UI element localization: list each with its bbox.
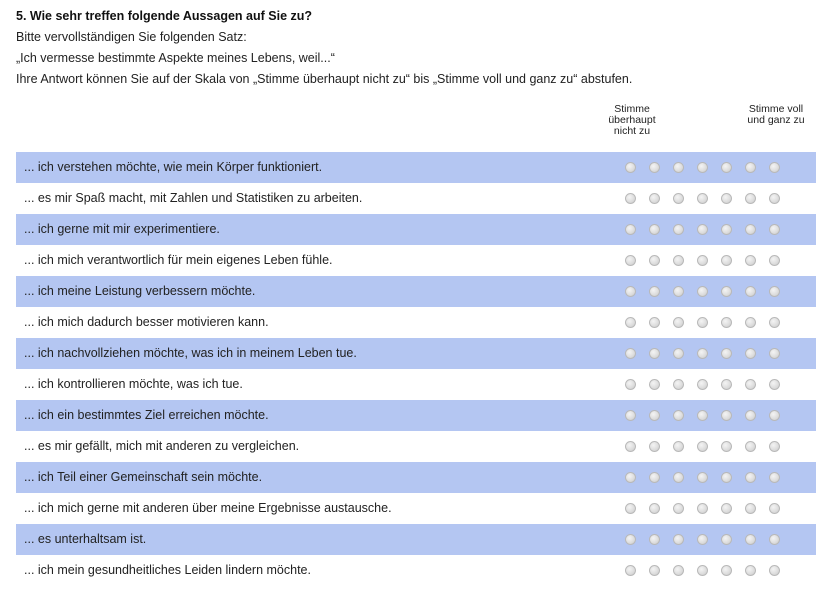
likert-radio-2[interactable] <box>649 410 660 421</box>
likert-radio-6[interactable] <box>745 472 756 483</box>
likert-radio-5[interactable] <box>721 348 732 359</box>
likert-radio-3[interactable] <box>673 441 684 452</box>
likert-radio-7[interactable] <box>769 286 780 297</box>
likert-radio-1[interactable] <box>625 224 636 235</box>
question-header <box>16 6 816 90</box>
likert-radio-3[interactable] <box>673 348 684 359</box>
likert-radio-2[interactable] <box>649 503 660 514</box>
likert-radio-5[interactable] <box>721 472 732 483</box>
likert-radio-6[interactable] <box>745 348 756 359</box>
likert-radio-3[interactable] <box>673 410 684 421</box>
likert-row-label: ... ich mich gerne mit anderen über meine Ergebnisse austausche. <box>24 501 392 515</box>
likert-row-label: ... ich mein gesundheitliches Leiden lindern möchte. <box>24 563 311 577</box>
likert-row <box>16 307 816 338</box>
likert-radio-7[interactable] <box>769 162 780 173</box>
likert-radio-1[interactable] <box>625 348 636 359</box>
likert-radio-3[interactable] <box>673 162 684 173</box>
likert-radio-2[interactable] <box>649 317 660 328</box>
likert-row <box>16 493 816 524</box>
likert-radio-6[interactable] <box>745 410 756 421</box>
likert-radio-7[interactable] <box>769 503 780 514</box>
likert-radio-1[interactable] <box>625 162 636 173</box>
likert-radio-3[interactable] <box>673 565 684 576</box>
likert-radio-1[interactable] <box>625 255 636 266</box>
likert-row-label: ... ich meine Leistung verbessern möchte. <box>24 284 256 298</box>
likert-radio-1[interactable] <box>625 317 636 328</box>
likert-radio-4[interactable] <box>697 534 708 545</box>
likert-radio-6[interactable] <box>745 193 756 204</box>
scale-low-label-line: nicht zu <box>613 125 651 137</box>
likert-row-label: ... es mir gefällt, mich mit anderen zu vergleichen. <box>24 439 300 453</box>
likert-radio-5[interactable] <box>721 441 732 452</box>
likert-radio-7[interactable] <box>769 410 780 421</box>
likert-radio-6[interactable] <box>745 255 756 266</box>
likert-radio-1[interactable] <box>625 472 636 483</box>
likert-radio-2[interactable] <box>649 255 660 266</box>
likert-radio-6[interactable] <box>745 224 756 235</box>
likert-radio-6[interactable] <box>745 565 756 576</box>
likert-radio-3[interactable] <box>673 286 684 297</box>
likert-row <box>16 555 816 586</box>
likert-row-label: ... ich mich verantwortlich für mein eigenes Leben fühle. <box>24 253 333 267</box>
likert-radio-5[interactable] <box>721 286 732 297</box>
scale-low-label-line: Stimme <box>614 103 650 115</box>
likert-radio-3[interactable] <box>673 472 684 483</box>
likert-row-label: ... ich kontrollieren möchte, was ich tue. <box>24 377 243 391</box>
likert-radio-7[interactable] <box>769 441 780 452</box>
likert-radio-4[interactable] <box>697 255 708 266</box>
likert-radio-4[interactable] <box>697 503 708 514</box>
likert-radio-5[interactable] <box>721 224 732 235</box>
likert-radio-7[interactable] <box>769 317 780 328</box>
sentence-start: „Ich vermesse bestimmte Aspekte meines Lebens, weil...“ <box>16 51 335 65</box>
likert-radio-7[interactable] <box>769 348 780 359</box>
likert-radio-7[interactable] <box>769 193 780 204</box>
likert-radio-5[interactable] <box>721 503 732 514</box>
scale-high-label <box>740 104 812 126</box>
likert-radio-1[interactable] <box>625 410 636 421</box>
likert-radio-7[interactable] <box>769 472 780 483</box>
likert-radio-3[interactable] <box>673 255 684 266</box>
likert-radio-4[interactable] <box>697 565 708 576</box>
likert-radio-4[interactable] <box>697 224 708 235</box>
likert-radio-1[interactable] <box>625 534 636 545</box>
likert-row-label: ... es mir Spaß macht, mit Zahlen und Statistiken zu arbeiten. <box>24 191 363 205</box>
scale-high-label-line: und ganz zu <box>747 114 805 126</box>
likert-radio-2[interactable] <box>649 348 660 359</box>
likert-radio-5[interactable] <box>721 565 732 576</box>
likert-radio-5[interactable] <box>721 534 732 545</box>
question-instruction: Bitte vervollständigen Sie folgenden Satz: <box>16 30 247 44</box>
likert-radio-5[interactable] <box>721 317 732 328</box>
likert-row <box>16 152 816 183</box>
likert-radio-4[interactable] <box>697 410 708 421</box>
likert-row <box>16 276 816 307</box>
likert-radio-3[interactable] <box>673 193 684 204</box>
likert-radio-6[interactable] <box>745 503 756 514</box>
likert-radio-2[interactable] <box>649 193 660 204</box>
question-title: 5. Wie sehr treffen folgende Aussagen auf Sie zu? <box>16 9 313 23</box>
scale-hint: Ihre Antwort können Sie auf der Skala von „Stimme überhaupt nicht zu“ bis „Stimme voll und ganz zu“ abstufen. <box>16 72 633 86</box>
scale-high-label-line: Stimme voll <box>748 103 804 115</box>
likert-radio-5[interactable] <box>721 379 732 390</box>
likert-row <box>16 183 816 214</box>
likert-radio-1[interactable] <box>625 441 636 452</box>
likert-radio-3[interactable] <box>673 317 684 328</box>
likert-row-label: ... ich mich dadurch besser motivieren kann. <box>24 315 269 329</box>
likert-row-label: ... ich verstehen möchte, wie mein Körper funktioniert. <box>24 160 323 174</box>
likert-radio-1[interactable] <box>625 565 636 576</box>
likert-radio-4[interactable] <box>697 441 708 452</box>
likert-radio-4[interactable] <box>697 286 708 297</box>
likert-radio-2[interactable] <box>649 472 660 483</box>
likert-row <box>16 400 816 431</box>
likert-radio-7[interactable] <box>769 565 780 576</box>
likert-radio-3[interactable] <box>673 534 684 545</box>
likert-radio-4[interactable] <box>697 193 708 204</box>
likert-radio-2[interactable] <box>649 441 660 452</box>
likert-row-label: ... ich ein bestimmtes Ziel erreichen möchte. <box>24 408 269 422</box>
likert-radio-6[interactable] <box>745 379 756 390</box>
likert-radio-6[interactable] <box>745 317 756 328</box>
likert-radio-3[interactable] <box>673 503 684 514</box>
likert-radio-3[interactable] <box>673 224 684 235</box>
likert-radio-2[interactable] <box>649 162 660 173</box>
likert-row <box>16 431 816 462</box>
likert-radio-2[interactable] <box>649 286 660 297</box>
likert-radio-2[interactable] <box>649 565 660 576</box>
likert-row <box>16 338 816 369</box>
likert-radio-6[interactable] <box>745 286 756 297</box>
likert-radio-4[interactable] <box>697 317 708 328</box>
likert-radio-5[interactable] <box>721 162 732 173</box>
likert-row-label: ... ich gerne mit mir experimentiere. <box>24 222 220 236</box>
likert-radio-7[interactable] <box>769 224 780 235</box>
likert-radio-1[interactable] <box>625 503 636 514</box>
likert-radio-5[interactable] <box>721 410 732 421</box>
likert-radio-3[interactable] <box>673 379 684 390</box>
likert-radio-2[interactable] <box>649 379 660 390</box>
scale-low-label-line: überhaupt <box>608 114 656 126</box>
likert-radio-4[interactable] <box>697 472 708 483</box>
likert-radio-1[interactable] <box>625 193 636 204</box>
likert-radio-6[interactable] <box>745 534 756 545</box>
likert-radio-5[interactable] <box>721 255 732 266</box>
likert-radio-1[interactable] <box>625 379 636 390</box>
likert-radio-5[interactable] <box>721 193 732 204</box>
likert-matrix <box>16 152 816 586</box>
likert-row-label: ... ich Teil einer Gemeinschaft sein möchte. <box>24 470 263 484</box>
likert-radio-7[interactable] <box>769 379 780 390</box>
likert-radio-7[interactable] <box>769 534 780 545</box>
likert-row-label: ... ich nachvollziehen möchte, was ich in meinem Leben tue. <box>24 346 357 360</box>
likert-radio-2[interactable] <box>649 224 660 235</box>
likert-row <box>16 524 816 555</box>
likert-radio-7[interactable] <box>769 255 780 266</box>
likert-radio-6[interactable] <box>745 162 756 173</box>
likert-row <box>16 245 816 276</box>
likert-radio-2[interactable] <box>649 534 660 545</box>
likert-radio-4[interactable] <box>697 162 708 173</box>
likert-row <box>16 462 816 493</box>
likert-row <box>16 369 816 400</box>
likert-radio-1[interactable] <box>625 286 636 297</box>
likert-radio-4[interactable] <box>697 348 708 359</box>
likert-radio-4[interactable] <box>697 379 708 390</box>
scale-low-label <box>596 104 668 137</box>
likert-row-label: ... es unterhaltsam ist. <box>24 532 147 546</box>
likert-row <box>16 214 816 245</box>
likert-radio-6[interactable] <box>745 441 756 452</box>
